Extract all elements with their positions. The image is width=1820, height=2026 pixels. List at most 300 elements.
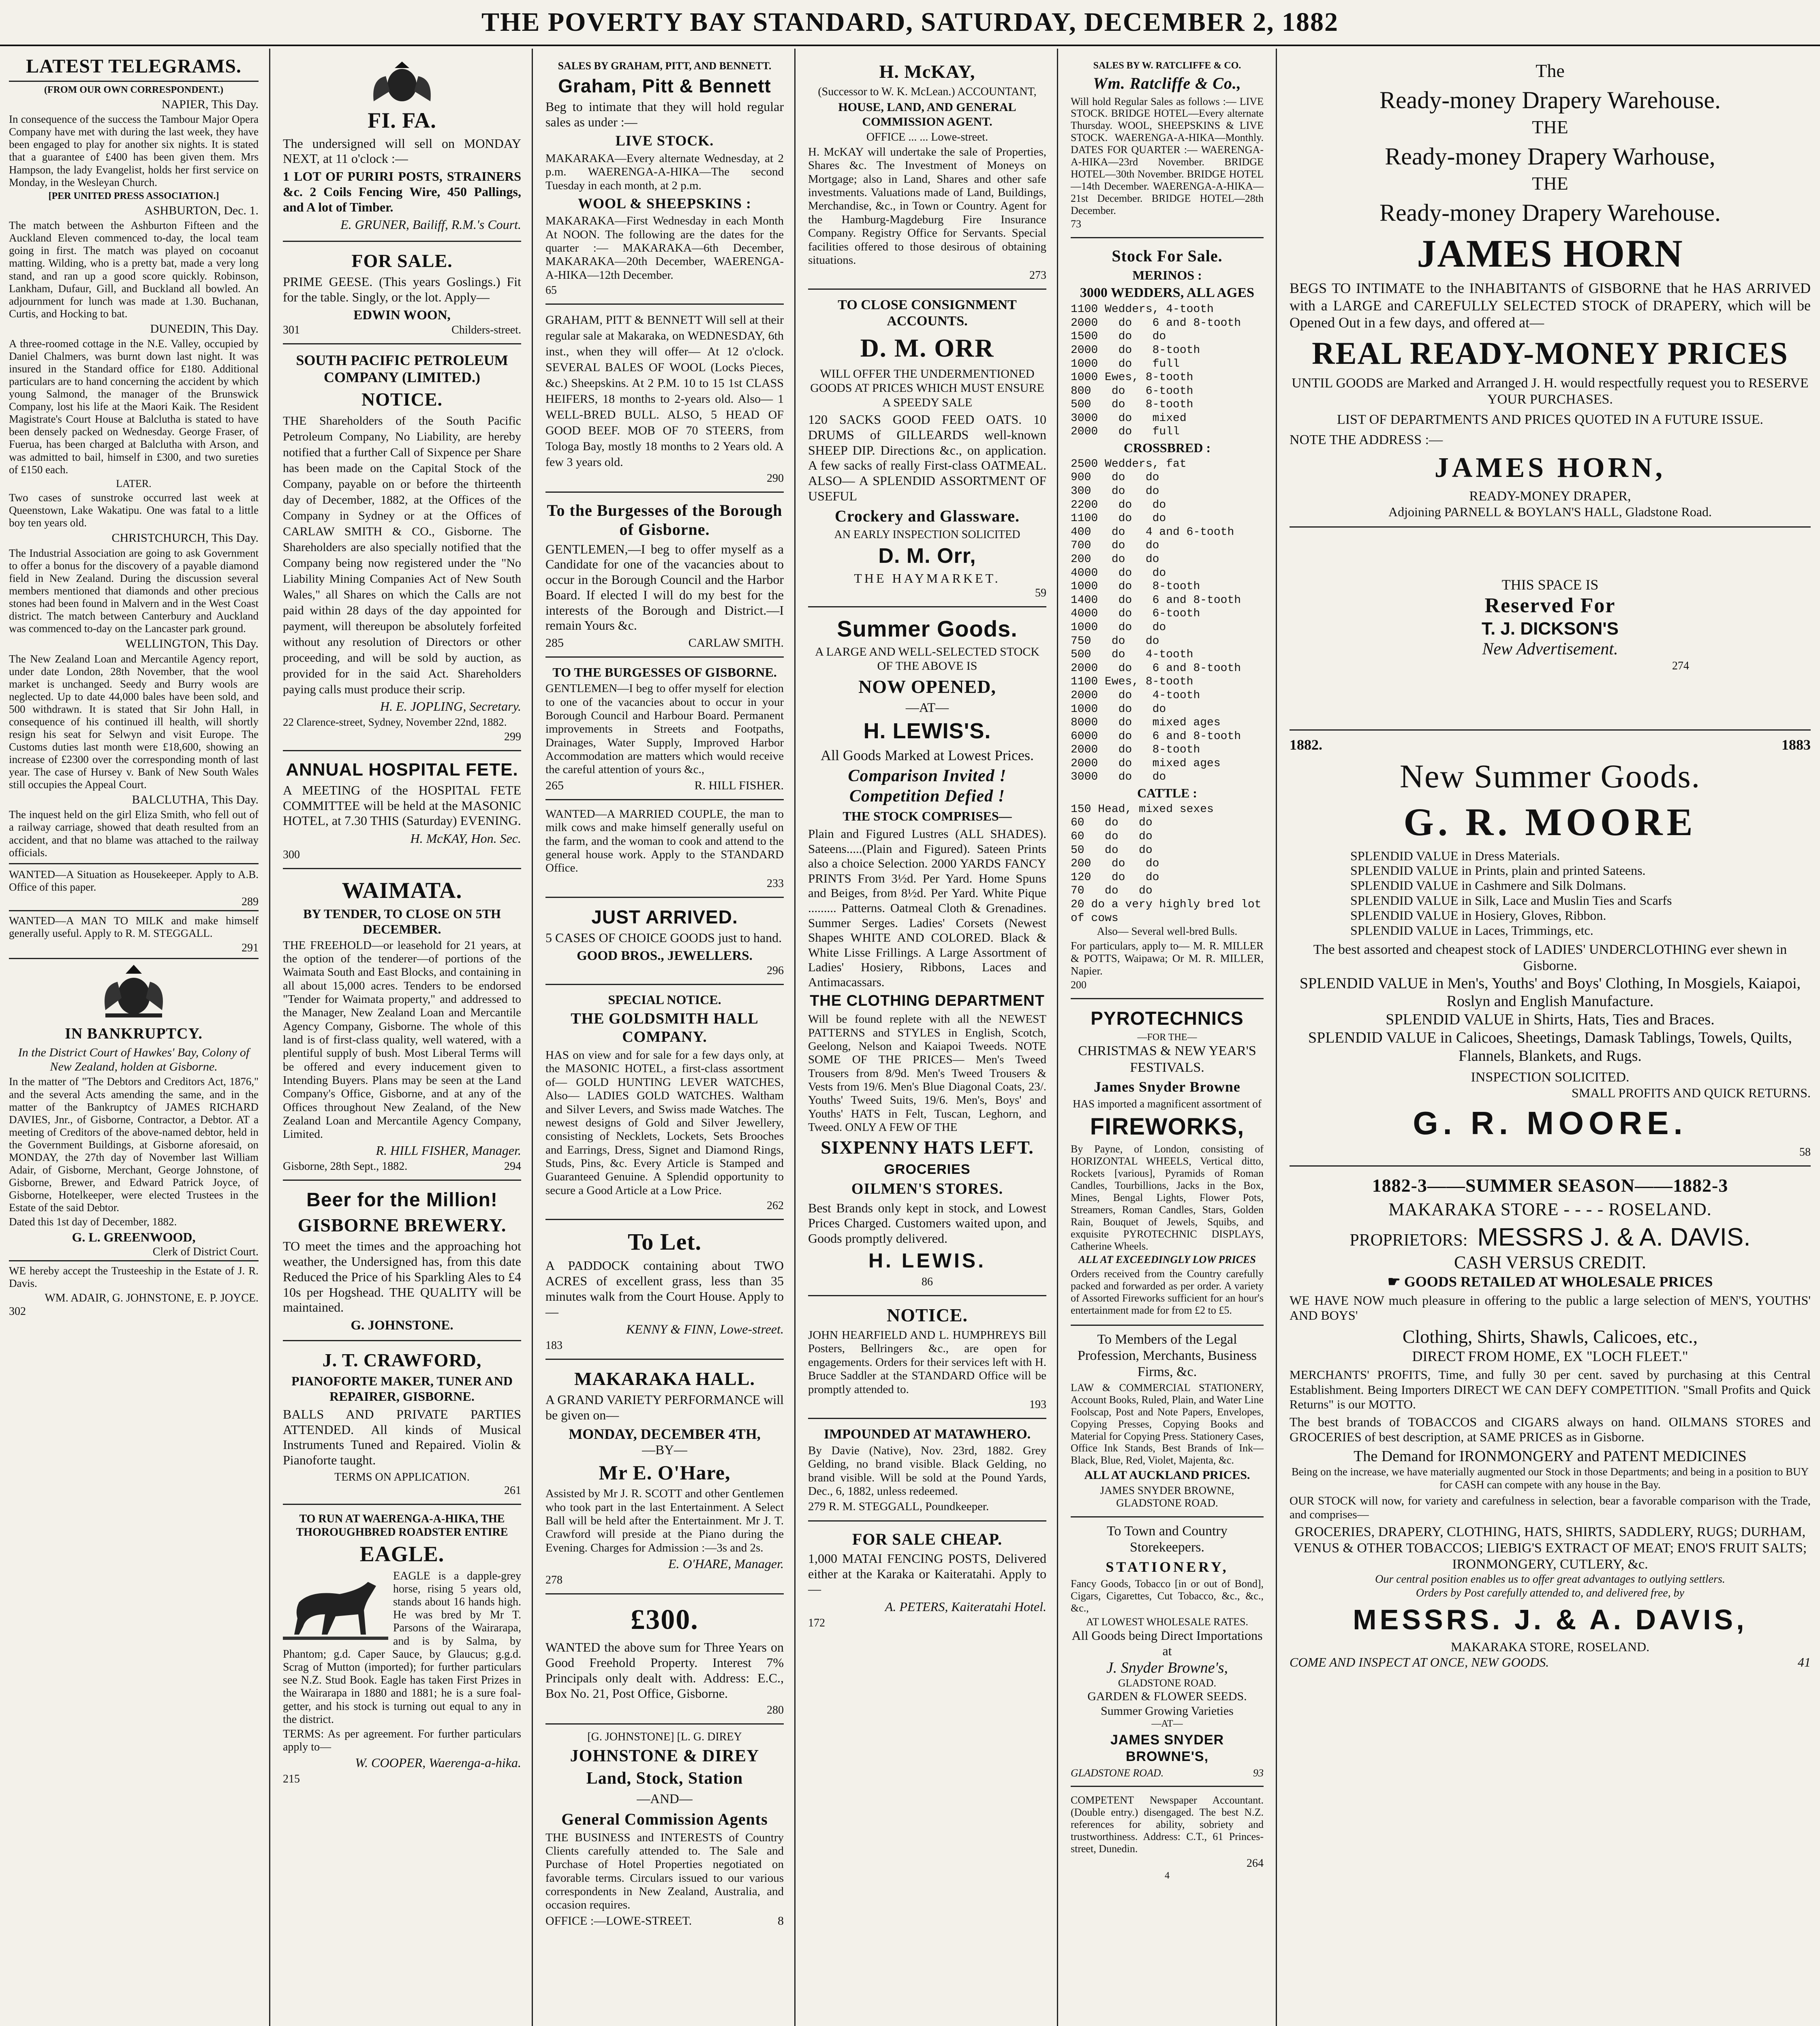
oilmens-head: OILMEN'S STORES. xyxy=(851,1180,1003,1197)
ad-number: 290 xyxy=(767,472,784,485)
petroleum-notice: NOTICE. xyxy=(361,389,443,410)
bankruptcy-court: In the District Court of Hawkes' Bay, Colony of New Zealand, holden at Gisborne. xyxy=(18,1045,250,1074)
ratcliffe-text: Will hold Regular Sales as follows :— LIVE STOCK. BRIDGE HOTEL—Every alternate Thursday. WOOL, SHEEPSKINS & LIVE STOCK. WAERENGA-A-HIKA—Monthly. DATES FOR QUARTER :— WAERENGA-A-HIKA—23rd November. BRIDGE HOTEL—30th November. BRIDGE HOTEL—14th December. WAERENGA-A-HIKA—21st December. BRIDGE HOTEL—28th December. xyxy=(1071,95,1264,216)
mckay-text: H. McKAY will undertake the sale of Properties, Shares &c. The Investment of Moneys on Mortgage; also in Land, Shares and other safe investments. Valuations made of Land, Buildings, Merchandise, &c., in Town or Country. Agent for the Hamburg-Magdeburg Fire Insurance Company. Registry Office for Servants. Special facilities offered to those desirous of obtaining situations. xyxy=(808,145,1046,267)
jd-office: OFFICE :—LOWE-STREET. xyxy=(545,1914,692,1928)
orr-inspect: AN EARLY INSPECTION SOLICITED xyxy=(834,528,1020,541)
exceedingly-low: ALL AT EXCEEDINGLY LOW PRICES xyxy=(1078,1254,1256,1266)
petroleum-head: SOUTH PACIFIC PETROLEUM COMPANY (LIMITED.) xyxy=(296,352,508,386)
stock-line: 60 do do xyxy=(1071,830,1153,843)
eagle-sig: W. COOPER, Waerenga-a-hika. xyxy=(355,1755,521,1770)
orr-ad xyxy=(808,290,1046,607)
burgess-head: To the Burgesses of the Borough of Gisborne. xyxy=(547,501,783,539)
moore-small: SMALL PROFITS AND QUICK RETURNS. xyxy=(1572,1085,1811,1100)
notice-text: JOHN HEARFIELD AND L. HUMPHREYS Bill Posters, Bellringers &c., are open for engagements. Orders for their services left with H. Bruce Saddler at the STANDARD Office will be promptly attended to. xyxy=(808,1329,1046,1396)
burgess2-ad xyxy=(545,658,784,800)
stock-line: 1400 do 6 and 8-tooth xyxy=(1071,594,1241,607)
jsb2-head: J. Snyder Browne's, xyxy=(1106,1659,1228,1676)
ad-number: 262 xyxy=(767,1199,784,1212)
fireworks-head: FIREWORKS, xyxy=(1090,1113,1245,1140)
moore-line: SPLENDID VALUE in Cashmere and Silk Dolmans. xyxy=(1350,878,1626,893)
stock-particulars: For particulars, apply to— M. R. MILLER & POTTS, Waipawa; Or M. R. MILLER, Napier. xyxy=(1071,940,1264,977)
lewis-stock: THE STOCK COMPRISES— xyxy=(843,809,1012,824)
moore-list xyxy=(1290,848,1811,938)
hospital-head: ANNUAL HOSPITAL FETE. xyxy=(286,759,518,780)
storekeepers-ad xyxy=(1071,1517,1264,1787)
petroleum-sig: H. E. JOPLING, Secretary. xyxy=(380,699,521,714)
ad-number: 193 xyxy=(1029,1398,1046,1411)
jsb2-addr: GLADSTONE ROAD. xyxy=(1118,1677,1217,1689)
bankruptcy-dated: Dated this 1st day of December, 1882. xyxy=(9,1215,177,1228)
beer-head: Beer for the Million! xyxy=(306,1189,498,1211)
wanted-housekeeper: WANTED—A Situation as Housekeeper. Apply to A.B. Office of this paper. xyxy=(9,868,259,893)
davis-demand: The Demand for IRONMONGERY and PATENT MEDICINES xyxy=(1354,1448,1747,1465)
stock-line: 200 do do xyxy=(1071,857,1159,870)
bankruptcy-sig: G. L. GREENWOOD, xyxy=(72,1230,196,1245)
ad-number: 59 xyxy=(1035,586,1046,599)
jsb-sig: JAMES SNYDER BROWNE, GLADSTONE ROAD. xyxy=(1100,1484,1234,1509)
waimata-text: THE FREEHOLD—or leasehold for 21 years, at the option of the tenderer—of portions of the Waimata South and East Blocks, and containing in all about 15,000 acres. Tenders to be endorsed "Tender for Waimata property," and addressed to the Manager, New Zealand Loan and Mercantile Agency Company, Gisborne. The whole of this land is of first-class quality, well watered, with a plentiful supply of bush. Most Liberal Terms will be offered and every inducement given to Intending Buyers. Plans may be seen at the Land Company's Office, Gisborne, and at any of the Offices throughout New Zealand, of the New Zealand Loan and Mercantile Agency Company, Limited. xyxy=(283,938,521,1141)
garden-seeds: GARDEN & FLOWER SEEDS. Summer Growing Varieties xyxy=(1087,1690,1247,1718)
groceries-head: GROCERIES xyxy=(884,1161,971,1177)
drapery-line: Ready-money Drapery Warehouse. xyxy=(1379,87,1721,114)
stock-line: 120 do do xyxy=(1071,871,1159,884)
ad-number: 294 xyxy=(504,1160,521,1173)
couple-ad xyxy=(545,800,784,898)
stock-line: 1000 do do xyxy=(1071,703,1166,716)
space-reserved: Reserved For xyxy=(1484,594,1616,618)
horn-addr: Adjoining PARNELL & BOYLAN'S HALL, Gladstone Road. xyxy=(1388,504,1712,519)
jd-sub2: General Commission Agents xyxy=(561,1810,768,1828)
impounded-head: IMPOUNDED AT MATAWHERO. xyxy=(823,1426,1031,1442)
column-rule xyxy=(1276,49,1277,2026)
lewis-ad xyxy=(808,607,1046,1296)
stationery-text: Fancy Goods, Tobacco [in or out of Bond], Cigars, Cigarettes, Cut Tobacco, &c., &c., &c., xyxy=(1071,1578,1264,1614)
eagle-terms: TERMS: As per agreement. For further particulars apply to— xyxy=(283,1727,521,1754)
davis-demand2: Being on the increase, we have materially augmented our Stock in those Departments; and being in a position to BUY for CASH can compete with any house in the Bay. xyxy=(1291,1466,1809,1491)
christchurch-head: CHRISTCHURCH, This Day. xyxy=(111,531,259,545)
makaraka-head: MAKARAKA HALL. xyxy=(574,1368,755,1389)
burgess2-sig: R. HILL FISHER. xyxy=(694,778,784,792)
column-six xyxy=(1281,53,1820,2026)
fifa-text: The undersigned will sell on MONDAY NEXT, at 11 o'clock :— xyxy=(283,136,521,166)
dunedin-head: DUNEDIN, This Day. xyxy=(150,322,259,336)
ad-number: 233 xyxy=(767,877,784,890)
gpb-wool: WOOL & SHEEPSKINS : xyxy=(577,195,752,212)
trustees-text: WE hereby accept the Trusteeship in the Estate of J. R. Davis. xyxy=(9,1260,259,1290)
auckland-prices: ALL AT AUCKLAND PRICES. xyxy=(1084,1468,1250,1482)
press-association: [PER UNITED PRESS ASSOCIATION.] xyxy=(48,190,219,201)
lewis-marked: All Goods Marked at Lowest Prices. xyxy=(821,747,1034,763)
petroleum-addr: 22 Clarence-street, Sydney, November 22nd, 1882. xyxy=(283,716,507,728)
ad-number: 93 xyxy=(1253,1767,1264,1779)
ad-number: 301 xyxy=(283,323,300,336)
davis-text: WE HAVE NOW much pleasure in offering to the public a large selection of MEN'S, YOUTHS' AND BOYS' xyxy=(1290,1293,1811,1323)
jsb-text: HAS imported a magnificent assortment of xyxy=(1073,1098,1262,1110)
stock-line: 2500 Wedders, fat xyxy=(1071,457,1187,470)
orr-sig: D. M. Orr, xyxy=(878,544,976,568)
stock-line: 400 do 4 and 6-tooth xyxy=(1071,526,1234,539)
stationery-head: STATIONERY, xyxy=(1106,1558,1229,1575)
mckay-ad xyxy=(808,53,1046,290)
stock-ad xyxy=(1071,238,1264,999)
orr-head: D. M. ORR xyxy=(860,333,994,363)
special-head: SPECIAL NOTICE. xyxy=(608,992,721,1007)
arrived-ad xyxy=(545,898,784,985)
davis-central: Our central position enables us to offer great advantages to outlying settlers. xyxy=(1375,1573,1725,1586)
merinos-head: MERINOS : xyxy=(1132,268,1202,283)
pyrotechnics-ad xyxy=(1071,999,1264,1326)
oilmens-text: Best Brands only kept in stock, and Lowest Prices Charged. Customers waited upon, and Goods promptly delivered. xyxy=(808,1200,1046,1246)
garden-at: —AT— xyxy=(1151,1718,1183,1729)
gpb-sale-text: GRAHAM, PITT & BENNETT Will sell at their regular sale at Makaraka, on WEDNESDAY, 6th inst., when they will offer— At 12 o'clock. SEVERAL BALES OF WOOL (Locks Pieces, &c.) Sheepskins. At 2 P.M. 10 to 15 1st CLASS HEIFERS, 18 months to 2-years old. Also— 1 WELL-BRED BULL. ALSO, 5 HEAD OF GOOD BEEF. MOB OF 70 STEERS, from Tologa Bay, mostly 18 months to 2 Years old. A few 3 years old. xyxy=(545,313,784,469)
eagle-text: EAGLE is a dapple-grey horse, rising 5 years old, stands about 16 hands high. He was bred by Mr T. Parsons of the Wairarapa, and is by Salma, by Phantom; g.d. Caper Sauce, by Glaucus; g.g.d. Scrag of Mutton (imported); for further particulars see N.Z. Stud Book. Eagle has taken First Prizes in the Wairarapa in 1880 and 1881; he is a sure foal-getter, and his stock is turning out equal to any in the district. xyxy=(283,1569,521,1726)
forsale-sig: EDWIN WOON, xyxy=(353,308,451,323)
column-telegrams xyxy=(0,53,267,2026)
stock-line: 2200 do do xyxy=(1071,498,1166,511)
couple-text: WANTED—A MARRIED COUPLE, the man to milk cows and make himself generally useful on the farm, and the woman to cook and attend to the general house work. Apply to the STANDARD Office. xyxy=(545,808,784,875)
crawford-terms: TERMS ON APPLICATION. xyxy=(334,1470,470,1483)
legal-head: To Members of the Legal Profession, Merchants, Business Firms, &c. xyxy=(1078,1331,1257,1379)
drapery-the: The xyxy=(1536,60,1565,81)
eagle-head: EAGLE. xyxy=(359,1541,445,1566)
summer-text: A LARGE AND WELL-SELECTED STOCK OF THE ABOVE IS xyxy=(815,645,1039,673)
waimata-ad xyxy=(283,869,521,1181)
gpb-text: Beg to intimate that they will hold regular sales as under :— xyxy=(545,99,784,129)
orr-items: 120 SACKS GOOD FEED OATS. 10 DRUMS of GILLEARDS well-known SHEEP DIP. Directions &c., on application. A few sacks of really First-class OATMEAL. ALSO— A SPLENDID ASSORTMENT OF USEFUL xyxy=(808,412,1046,503)
fifa-lot: 1 LOT OF PURIRI POSTS, STRAINERS &c. 2 Coils Fencing Wire, 450 Pallings, and A lot of Timber. xyxy=(283,169,521,214)
column-rule xyxy=(269,49,270,2026)
ad-number: 172 xyxy=(808,1616,825,1629)
stock-line: 60 do do xyxy=(1071,816,1153,829)
makaraka-more: Assisted by Mr J. R. SCOTT and other Gentlemen who took part in the last Entertainment. A Select Ball will be held after the Entertainment. Mr J. T. Crawford will preside at the Piano during the Evening. Charges for Admission :—3s and 2s. xyxy=(545,1487,784,1554)
horn-until: UNTIL GOODS are Marked and Arranged J. H. would respectfully request you to RESERVE YOUR PURCHASES. xyxy=(1292,375,1809,407)
crossbred-head: CROSSBRED : xyxy=(1123,440,1211,455)
ad-number: 285 xyxy=(545,636,564,650)
moore-line: SPLENDID VALUE in Laces, Trimmings, etc. xyxy=(1350,923,1593,938)
johnstone-direy-ad xyxy=(545,1725,784,1934)
wanted-milker: WANTED—A MAN TO MILK and make himself generally useful. Apply to R. M. STEGGALL. xyxy=(9,910,259,940)
davis-addr: MAKARAKA STORE, ROSELAND. xyxy=(1450,1639,1650,1654)
horn-head: JAMES HORN xyxy=(1417,232,1683,276)
pyro-head: PYROTECHNICS xyxy=(1091,1007,1244,1029)
stock-line: 2000 do 6 and 8-tooth xyxy=(1071,662,1241,675)
waimata-sig: R. HILL FISHER, Manager. xyxy=(376,1143,521,1158)
tolet-head: To Let. xyxy=(627,1228,702,1255)
moore-sig: G. R. MOORE. xyxy=(1413,1105,1687,1141)
column-two xyxy=(274,53,530,2026)
brewery-text: TO meet the times and the approaching hot weather, the Undersigned has, from this date Reduced the Price of his Sparkling Ales to £4 10s per Hogshead. THE QUALITY will be maintained. xyxy=(283,1239,521,1315)
horn-ad xyxy=(1290,53,1811,528)
drapery-line: Ready-money Drapery Warehouse. xyxy=(1379,199,1721,227)
orr-haymarket: THE HAYMARKET. xyxy=(854,571,1001,586)
merinos-list xyxy=(1071,303,1264,439)
burgess-ad xyxy=(545,493,784,658)
notice-ad xyxy=(808,1296,1046,1419)
davis-post: Orders by Post carefully attended to, and delivered free, by xyxy=(1416,1586,1685,1599)
makaraka-sig: E. O'HARE, Manager. xyxy=(668,1556,784,1571)
lewis-comparison: Comparison Invited ! Competition Defied ! xyxy=(848,767,1007,806)
lewis-sig: H. LEWIS. xyxy=(868,1249,986,1272)
davis-name: MESSRS J. & A. DAVIS. xyxy=(1477,1223,1751,1252)
telegrams-title: LATEST TELEGRAMS. xyxy=(9,55,259,82)
moore-shirts: SPLENDID VALUE in Men's, Youths' and Boys' Clothing, In Mosgiels, Kaiapoi, Roslyn and English Manufacture. xyxy=(1299,975,1801,1010)
moore-head: New Summer Goods. xyxy=(1399,757,1701,795)
stock-line: 1100 Wedders, 4-tooth xyxy=(1071,303,1214,316)
ad-number: 8 xyxy=(778,1914,784,1928)
column-three xyxy=(537,53,793,2026)
crawford-text: BALLS AND PRIVATE PARTIES ATTENDED. All kinds of Musical Instruments Tuned and Repaired. Violin & Pianoforte taught. xyxy=(283,1406,521,1468)
moore-line: SPLENDID VALUE in Silk, Lace and Muslin Ties and Scarfs xyxy=(1350,893,1672,908)
mckay-head: H. McKAY, xyxy=(879,61,975,82)
burgess-sig: CARLAW SMITH. xyxy=(688,636,784,650)
burgess-text: GENTLEMEN,—I beg to offer myself as a Candidate for one of the vacancies about to occur in the Borough Council and the Harbor Board. If elected I will do my best for the interests of the Borough and District.—I remain Yours &c. xyxy=(545,541,784,633)
ad-number: 296 xyxy=(767,964,784,977)
ad-number: 274 xyxy=(1672,660,1689,673)
lewis-head: H. LEWIS'S. xyxy=(863,719,991,744)
moore-hats: SPLENDID VALUE in Shirts, Hats, Ties and Braces. xyxy=(1386,1011,1715,1028)
hospital-text: A MEETING of the HOSPITAL FETE COMMITTEE will be held at the MASONIC HOTEL, at 7.30 THIS (Saturday) EVENING. xyxy=(283,782,521,828)
trustees-sig: WM. ADAIR, G. JOHNSTONE, E. P. JOYCE. xyxy=(45,1291,259,1304)
bankruptcy-head: IN BANKRUPTCY. xyxy=(65,1025,203,1042)
hospital-sig: H. McKAY, Hon. Sec. xyxy=(410,831,521,846)
hand-pointer-icon: ☛ xyxy=(1387,1274,1404,1290)
cheap-sig: A. PETERS, Kaiteratahi Hotel. xyxy=(885,1599,1046,1614)
lewis-items: Plain and Figured Lustres (ALL SHADES). Sateens.....(Plain and Figured). Sateen Prints also a choice Selection. 2000 YARDS FANCY PRINTS From 3½d. Per Yard. Home Spuns and Beiges, from 8½d. Per Yard. White Pique ......... Patterns. Oatmeal Cloth & Grenadines. Summer Serges. Ladies' Corsets (Newest Shapes WHITE AND COLORED. Black & White Lisse Frillings. A Large Assortment of Ladies' Hosiery, Ribbons, Laces and Antimacassars. xyxy=(808,827,1046,989)
space-new: New Advertisement. xyxy=(1482,639,1618,658)
notice-head: NOTICE. xyxy=(887,1304,968,1325)
moore-year1: 1882. xyxy=(1290,737,1322,753)
makaraka-date: MONDAY, DECEMBER 4TH, xyxy=(569,1425,761,1442)
later-head: LATER. xyxy=(116,477,152,489)
stock-line: 2000 do 8-tooth xyxy=(1071,344,1200,357)
stock-line: 900 do do xyxy=(1071,471,1159,484)
stock-line: 2000 do 4-tooth xyxy=(1071,689,1200,702)
town-head: To Town and Country Storekeepers. xyxy=(1107,1524,1228,1555)
stock-line: 1000 do 8-tooth xyxy=(1071,580,1200,593)
davis-goods xyxy=(1290,1273,1811,1290)
fireworks-text: By Payne, of London, consisting of HORIZONTAL WHEELS, Vertical ditto, Rockets [various], Pyramids of Roman Candles, Tourbillions, Jacks in the Box, Mines, Bengal Lights, Flower Pots, Streamers, Roman Candles, Stars, Golden Rain, Bouquet of Jewels, Squibs, and exquisite PYROTECHNIC DISPLAYS, Catherine Wheels. xyxy=(1071,1143,1264,1252)
cheap-ad xyxy=(808,1522,1046,1636)
brewery-sig: G. JOHNSTONE. xyxy=(351,1318,453,1333)
stock-line: 6000 do 6 and 8-tooth xyxy=(1071,730,1241,743)
ad-number: 58 xyxy=(1799,1146,1811,1158)
crawford-sub: PIANOFORTE MAKER, TUNER AND REPAIRER, GISBORNE. xyxy=(291,1374,513,1404)
stock-line: 150 Head, mixed sexes xyxy=(1071,803,1214,816)
hospital-ad xyxy=(283,751,521,869)
davis-ad xyxy=(1290,1167,1811,1677)
eagle-pre: TO RUN AT WAERENGA-A-HIKA, THE THOROUGHBRED ROADSTER ENTIRE xyxy=(296,1512,508,1539)
bankruptcy-sig-title: Clerk of District Court. xyxy=(152,1245,259,1258)
fifa-sig: E. GRUNER, Bailiff, R.M.'s Court. xyxy=(340,217,521,232)
impounded-sig: 279 R. M. STEGGALL, Poundkeeper. xyxy=(808,1500,989,1513)
ad-number: 73 xyxy=(1071,218,1081,230)
competent-ad xyxy=(1071,1787,1264,1888)
pound-ad xyxy=(545,1594,784,1725)
drapery-the: THE xyxy=(1532,117,1568,138)
jd-sub: Land, Stock, Station xyxy=(586,1769,743,1788)
drapery-the: THE xyxy=(1532,173,1568,194)
davis-clothing: Clothing, Shirts, Shawls, Calicoes, etc., xyxy=(1402,1326,1698,1347)
waimata-date: Gisborne, 28th Sept., 1882. xyxy=(283,1160,408,1173)
burgess2-head: TO THE BURGESSES OF GISBORNE. xyxy=(552,665,777,680)
brewery-head: GISBORNE BREWERY. xyxy=(297,1215,507,1236)
davis-store: MAKARAKA STORE - - - - ROSELAND. xyxy=(1388,1199,1712,1220)
eagle-ad xyxy=(283,1505,521,1792)
waimata-head: WAIMATA. xyxy=(342,878,462,903)
ad-number: 265 xyxy=(545,778,564,792)
stock-line: 500 do 8-tooth xyxy=(1071,398,1193,411)
ad-number: 289 xyxy=(242,895,259,908)
stock-line: 2000 do full xyxy=(1071,425,1180,438)
bankruptcy-text: In the matter of "The Debtors and Creditors Act, 1876," and the several Acts amending the same, and in the matter of the Bankruptcy of JAMES RICHARD DAVIES, Jnr., of Gisborne, Contractor, a Debtor. AT a meeting of Creditors of the above-named debtor, held in the Government Buildings, at Gisborne aforesaid, on MONDAY, the 27th day of November last William Adair, of Gisborne, Merchant, George Johnstone, of Gisborne, Brewer, and Edward Patrick Joyce, of Gisborne, Hotelkeeper, were elected Trustees in the Estate of the said Debtor. xyxy=(9,1075,259,1214)
jsb-head: James Snyder Browne xyxy=(1094,1078,1240,1095)
forsale-ad xyxy=(283,242,521,344)
column-rule xyxy=(532,49,533,2026)
davis-cash: CASH VERSUS CREDIT. xyxy=(1454,1252,1646,1273)
reserved-space-ad xyxy=(1290,528,1811,731)
ad-number: 200 xyxy=(1071,979,1086,991)
crossbred-list xyxy=(1071,457,1264,784)
orr-crockery: Crockery and Glassware. xyxy=(835,506,1020,525)
cattle-head: CATTLE : xyxy=(1137,786,1197,801)
ad-number: 4 xyxy=(1165,1870,1170,1881)
stock-line: 2000 do 8-tooth xyxy=(1071,744,1200,757)
gpb-sale-ad xyxy=(545,305,784,493)
jsb3-addr: GLADSTONE ROAD. xyxy=(1071,1767,1164,1779)
davis-direct: DIRECT FROM HOME, EX "LOCH FLEET." xyxy=(1412,1348,1688,1365)
moore-ad xyxy=(1290,731,1811,1167)
moore-calico: SPLENDID VALUE in Calicoes, Sheetings, Damask Tablings, Towels, Quilts, Flannels, Blankets, and Rugs. xyxy=(1308,1029,1792,1064)
burgess2-text: GENTLEMEN—I beg to offer myself for election to one of the vacancies about to occur in your Borough Council and Harbour Board. Permanent improvements in Streets and Footpaths, Drainages, Water Supply, Improved Harbor Accommodation are matters which would receive the careful attention of yours &c., xyxy=(545,682,784,776)
wellington-text: The New Zealand Loan and Mercantile Agency report, under date London, 28th November, that the wool market is unchanged. Seedy and Burry wools are neglected. Up to date 44,000 bales have been sold, and 500 withdrawn. It is stated that Sir John Hall, in consequence of his continued ill health, will shortly resign his seat for Selwyn and visit Europe. The Customs duties last month were £18,600, showing an increase of £2300 over the corresponding month of last year. The case of Hursey v. Bank of New South Wales still occupies the Appeal Court. xyxy=(9,652,259,791)
jd-tags: [G. JOHNSTONE] [L. G. DIREY xyxy=(587,1731,742,1744)
stock-also: Also— Several well-bred Bulls. xyxy=(1097,925,1238,938)
horn-sig2: READY-MONEY DRAPER, xyxy=(1469,488,1631,504)
stock-line: 750 do do xyxy=(1071,635,1159,648)
stock-line: 300 do do xyxy=(1071,485,1159,498)
clothing-head: THE CLOTHING DEPARTMENT xyxy=(810,992,1045,1010)
ad-number: 291 xyxy=(9,941,259,959)
column-five xyxy=(1062,53,1273,2026)
ad-number: 65 xyxy=(545,284,557,297)
goldsmith-head: THE GOLDSMITH HALL COMPANY. xyxy=(571,1010,759,1046)
summer-open: NOW OPENED, xyxy=(858,676,996,697)
makaraka-text: A GRAND VARIETY PERFORMANCE will be given on— xyxy=(545,1392,784,1423)
moore-best: The best assorted and cheapest stock of LADIES' UNDERCLOTHING ever shewn in Gisborne. xyxy=(1313,942,1787,974)
space-text: THIS SPACE IS xyxy=(1501,576,1599,593)
ashburton-text: The match between the Ashburton Fifteen and the Auckland Eleven commenced to-day, the local team going in first. The match was played on cocoanut matting. Wilding, who is a pretty bat, made a very long stand, and ran up a good score quickly. Robinson, Lankham, Dufaur, Gill, and Buckland all bowled. An adjournment for lunch was made at 1.30. Buchanan, Curtis, and Hocking to bat. xyxy=(9,219,259,320)
horn-prices: REAL READY-MONEY PRICES xyxy=(1312,335,1788,371)
horn-text: BEGS TO INTIMATE to the INHABITANTS of GISBORNE that he HAS ARRIVED with a LARGE and CAREFULLY SELECTED STOCK of DRAPERY, which will be Opened Out in a few days, and offered at— xyxy=(1290,280,1811,331)
orr-text: WILL OFFER THE UNDERMENTIONED GOODS AT PRICES WHICH MUST ENSURE A SPEEDY SALE xyxy=(810,367,1044,409)
balclutha-head: BALCLUTHA, This Day. xyxy=(132,793,259,807)
mckay-sub: (Successor to W. K. McLean.) ACCOUNTANT, xyxy=(818,85,1037,98)
sixpenny-hats: SIXPENNY HATS LEFT. xyxy=(821,1137,1034,1158)
forsale-street: Childers-street. xyxy=(451,323,521,336)
ashburton-head: ASHBURTON, Dec. 1. xyxy=(144,203,259,217)
petroleum-text: THE Shareholders of the South Pacific Petroleum Company, No Liability, are hereby notified that a further Call of Sixpence per Share has been made on the Capital Stock of the Company, payable on or before the thirteenth day of December, 1882, at the Offices of the Company in Sydney or at the Offices of CARLAW SMITH & CO., Gisborne. The Shareholders are also specially notified that the Company being now registered under the "No Liability Mining Companies Act of New South Wales," all Shares on which the Calls are not paid within 28 days of the day appointed for payment, will thereupon be absolutely forfeited without any resolution of Directors or other proceeding, and will be sold by auction, as provided for in the said Act. Shareholders paying calls must produce their scrip. xyxy=(283,414,521,697)
balclutha-text: The inquest held on the girl Eliza Smith, who fell out of a railway carriage, showed that death resulted from an accident, and that no blame was attached to the railway officials. xyxy=(9,808,259,864)
fireworks-country: Orders received from the Country carefully packed and forwarded as per order. A variety of Assorted Fireworks sufficient for an hour's entertainment made for from £2 to £5. xyxy=(1071,1268,1264,1316)
ratcliffe-ad xyxy=(1071,53,1264,238)
forsale-head: FOR SALE. xyxy=(351,250,453,271)
goldsmith-ad xyxy=(545,985,784,1220)
davis-props: PROPRIETORS: xyxy=(1349,1231,1468,1250)
jd-head: JOHNSTONE & DIREY xyxy=(570,1746,759,1765)
stock-line: 1000 do full xyxy=(1071,357,1180,370)
pound-text: WANTED the above sum for Three Years on Good Freehold Property. Interest 7% Principals only dealt with. Address: E.C., Box No. 21, Post Office, Gisborne. xyxy=(545,1640,784,1701)
moore-inspect: INSPECTION SOLICITED. xyxy=(1471,1069,1630,1085)
ad-number: 41 xyxy=(1798,1654,1811,1669)
cheap-head: FOR SALE CHEAP. xyxy=(852,1530,1003,1548)
stock-line: 20 do a very highly bred lot of cows xyxy=(1071,898,1262,925)
makaraka-hall-ad xyxy=(545,1360,784,1594)
napier-head: NAPIER, This Day. xyxy=(161,97,259,111)
crawford-head: J. T. CRAWFORD, xyxy=(322,1350,482,1371)
crawford-ad xyxy=(283,1341,521,1505)
fifa-ad xyxy=(283,53,521,242)
stock-line: 2000 do 6 and 8-tooth xyxy=(1071,316,1241,329)
horn-list: LIST OF DEPARTMENTS AND PRICES QUOTED IN A FUTURE ISSUE. xyxy=(1337,412,1764,427)
ad-number: 299 xyxy=(504,730,521,743)
stock-head: Stock For Sale. xyxy=(1112,247,1223,265)
stock-line: 3000 do do xyxy=(1071,771,1166,784)
horn-sig: JAMES HORN, xyxy=(1434,452,1666,484)
stock-line: 2000 do mixed ages xyxy=(1071,757,1221,770)
davis-stock: OUR STOCK will now, for variety and carefulness in selection, bear a favorable comparison with the Trade, and comprises— xyxy=(1290,1494,1811,1521)
davis-merchants: MERCHANTS' PROFITS, Time, and fully 30 per cent. saved by purchasing at this Central Establishment. Being Importers DIRECT WE CAN DEFY COMPETITION. "Small Profits and Quick Returns" is our MOTTO. xyxy=(1290,1367,1811,1412)
stock-line: 1100 Ewes, 8-tooth xyxy=(1071,675,1193,688)
stock-line: 800 do 6-tooth xyxy=(1071,385,1193,398)
stock-line: 50 do do xyxy=(1071,844,1153,857)
stock-line: 1500 do do xyxy=(1071,330,1166,343)
stock-line: 8000 do mixed ages xyxy=(1071,716,1221,729)
ad-number: 273 xyxy=(1029,269,1046,282)
direct-imports: All Goods being Direct Importations at xyxy=(1071,1628,1263,1658)
moore-line: SPLENDID VALUE in Dress Materials. xyxy=(1350,848,1560,863)
wellington-head: WELLINGTON, This Day. xyxy=(125,637,259,651)
forsale-text: PRIME GEESE. (This years Goslings.) Fit for the table. Singly, or the lot. Apply— xyxy=(283,274,521,305)
stock-line: 70 do do xyxy=(1071,885,1153,898)
fifa-head: FI. FA. xyxy=(368,108,436,133)
davis-goods-label: GOODS RETAILED AT WHOLESALE PRICES xyxy=(1404,1274,1713,1290)
arrived-head: JUST ARRIVED. xyxy=(591,906,738,928)
legal-text: LAW & COMMERCIAL STATIONERY, Account Books, Ruled, Plain, and Water Line Foolscap, Post and Note Papers, Envelopes, Copying Presses, Copying Books and Material for Copying Press. Stationery Cases, Office Ink Stands, Best Brands of Ink— Black, Blue, Red, Violet, Majenta, &c. xyxy=(1071,1381,1264,1466)
space-name: T. J. DICKSON'S xyxy=(1481,618,1619,639)
merinos-big: 3000 WEDDERS, ALL AGES xyxy=(1080,285,1255,301)
jd-text: THE BUSINESS and INTERESTS of Country Clients carefully attended to. The Sale and Purchase of Hotel Properties negotiated on favorable terms. Circulars issued to our various correspondents in New Zealand, Australia, and occasion requires. xyxy=(545,1831,784,1912)
drapery-line: Ready-money Drapery Warhouse, xyxy=(1385,143,1715,170)
davis-season: 1882-3——SUMMER SEASON——1882-3 xyxy=(1372,1175,1728,1196)
goldsmith-text: HAS on view and for sale for a few days only, at the MASONIC HOTEL, a first-class assortment of— GOLD HUNTING LEVER WATCHES, Also— LADIES GOLD WATCHES. Waltham and Silver Levers, and Swiss made Watches. The newest designs of Gold and Silver Jewellery, consisting of Necklets, Lockets, Sets Brooches and Earrings, Dress, Signet and Diamond Rings, Studs, Pins, &c. Every Article is Stamped and Guaranteed Genuine. A Splendid opportunity to secure a Good Article at a Low Price. xyxy=(545,1049,784,1197)
mckay-office: OFFICE ... ... Lowe-street. xyxy=(866,131,988,144)
arrived-sig: GOOD BROS., JEWELLERS. xyxy=(577,948,753,963)
telegrams-source: (FROM OUR OWN CORRESPONDENT.) xyxy=(44,84,224,95)
stock-line: 4000 do 6-tooth xyxy=(1071,607,1200,620)
later-text: Two cases of sunstroke occurred last week at Queenstown, Lake Wakatipu. One was fatal to a little boy ten years old. xyxy=(9,492,259,529)
ad-number: 300 xyxy=(283,848,300,861)
ad-number: 215 xyxy=(283,1773,300,1785)
brewery-ad xyxy=(283,1181,521,1341)
column-rule xyxy=(1057,49,1058,2026)
gpb-wool-text: MAKARAKA—First Wednesday in each Month At NOON. The following are the dates for the quarter :— MAKARAKA—6th December, MAKARAKA—20th December, WAERENGA-A-HIKA—12th December. xyxy=(545,214,784,282)
mckay-sub2: HOUSE, LAND, AND GENERAL COMMISSION AGENT. xyxy=(838,100,1016,128)
cheap-text: 1,000 MATAI FENCING POSTS, Delivered either at the Karaka or Kaiteratahi. Apply to— xyxy=(808,1551,1046,1596)
gpb-ad xyxy=(545,53,784,305)
ratcliffe-top: SALES BY W. RATCLIFFE & CO. xyxy=(1093,60,1241,71)
column-rule xyxy=(794,49,796,2026)
